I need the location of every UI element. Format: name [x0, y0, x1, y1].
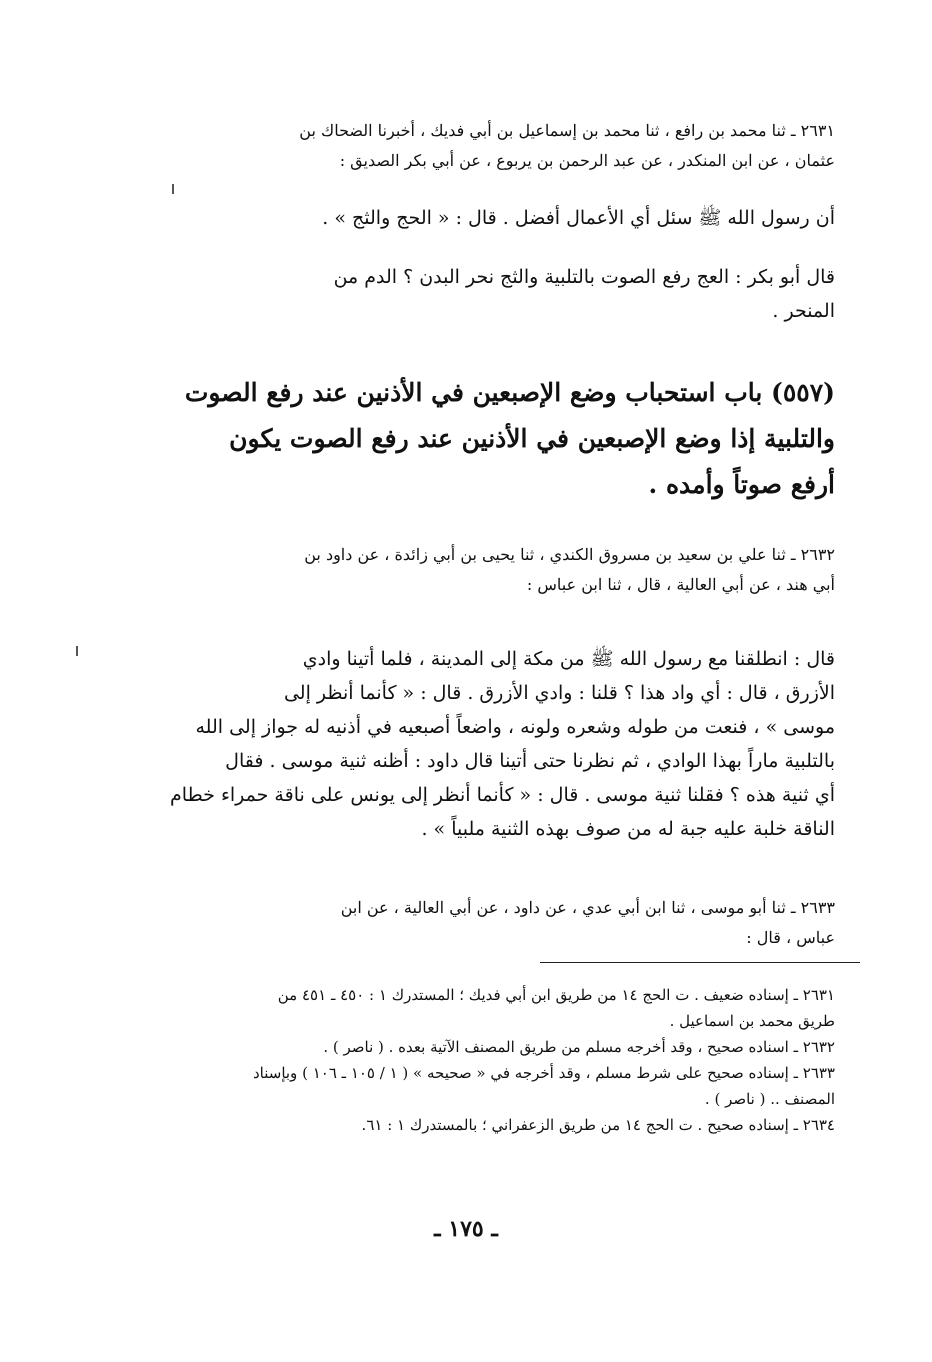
isnad-line: ٢٦٣٢ ـ ثنا علي بن سعيد بن مسروق الكندي ، ثنا يحيى بن أبي زائدة ، عن داود بن [304, 545, 835, 564]
footnotes [165, 982, 835, 1138]
page-number: ـ ١٧٥ ـ [434, 1216, 498, 1242]
hadith-2631-isnad [165, 116, 835, 176]
footnote-line: ٢٦٣٢ ـ اسناده صحيح ، وقد أخرجه مسلم من طريق المصنف الآتية بعده . ( ناصر ) . [323, 1038, 835, 1056]
matn-line: موسى » ، فنعت من طوله وشعره ولونه ، واضعاً أصبعيه في أذنيه له جواز إلى الله [195, 716, 835, 738]
comment-line: المنحر . [772, 300, 835, 322]
hadith-2631-comment [165, 260, 835, 328]
isnad-line: عثمان ، عن ابن المنكدر ، عن عبد الرحمن بن يربوع ، عن أبي بكر الصديق : [339, 151, 835, 170]
comment-line: قال أبو بكر : العج رفع الصوت بالتلبية والثج نحر البدن ؟ الدم من [333, 266, 835, 288]
matn-line: بالتلبية ماراً بهذا الوادي ، ثم نظرنا حتى أتينا قال داود : أظنه ثنية موسى . فقال [225, 750, 835, 772]
matn-line: أي ثنية هذه ؟ فقلنا ثنية موسى . قال : « كأنما أنظر إلى يونس على ناقة حمراء خطام [170, 784, 835, 806]
hadith-2632-isnad [165, 540, 835, 600]
matn-line: قال : انطلقنا مع رسول الله ﷺ من مكة إلى المدينة ، فلما أتينا وادي [302, 648, 835, 670]
hadith-2631-matn: أن رسول الله ﷺ سئل أي الأعمال أفضل . قال : « الحج والثج » . [322, 207, 835, 229]
matn-line: الأزرق ، قال : أي واد هذا ؟ قلنا : وادي الأزرق . قال : « كأنما أنظر إلى [283, 682, 835, 704]
footnote-separator [540, 962, 860, 963]
chapter-heading-line: والتلبية إذا وضع الإصبعين في الأذنين عند رفع الصوت يكون [229, 424, 835, 453]
scan-speck [76, 646, 78, 656]
chapter-heading-line: (٥٥٧) باب استحباب وضع الإصبعين في الأذنين عند رفع الصوت [184, 378, 835, 407]
hadith-2633-isnad [165, 893, 835, 953]
scan-speck [172, 184, 174, 194]
hadith-2632-matn [165, 642, 835, 846]
footnote-line: طريق محمد بن اسماعيل . [669, 1012, 835, 1030]
isnad-line: ٢٦٣٣ ـ ثنا أبو موسى ، ثنا ابن أبي عدي ، عن داود ، عن أبي العالية ، عن ابن [340, 898, 835, 917]
isnad-line: أبي هند ، عن أبي العالية ، قال ، ثنا ابن عباس : [526, 575, 835, 594]
footnote-line: ٢٦٣٣ ـ إسناده صحيح على شرط مسلم ، وقد أخرجه في « صحيحه » ( ١ / ١٠٥ ـ ١٠٦ ) وبإسناد [252, 1064, 835, 1082]
footnote-line: المصنف .. ( ناصر ) . [704, 1090, 835, 1108]
footnote-line: ٢٦٣١ ـ إسناده ضعيف . ت الحج ١٤ من طريق ابن أبي فديك ؛ المستدرك ١ : ٤٥٠ ـ ٤٥١ من [277, 986, 835, 1004]
matn-line: الناقة خلبة عليه جبة له من صوف بهذه الثنية ملبياً » . [421, 818, 835, 840]
chapter-heading-line: أرفع صوتاً وأمده . [648, 470, 835, 499]
isnad-line: ٢٦٣١ ـ ثنا محمد بن رافع ، ثنا محمد بن إسماعيل بن أبي فديك ، أخبرنا الضحاك بن [299, 121, 835, 140]
chapter-heading [165, 370, 835, 508]
isnad-line: عباس ، قال : [746, 928, 835, 947]
footnote-line: ٢٦٣٤ ـ إسناده صحيح . ت الحج ١٤ من طريق الزعفراني ؛ بالمستدرك ١ : ٦١. [361, 1116, 835, 1134]
